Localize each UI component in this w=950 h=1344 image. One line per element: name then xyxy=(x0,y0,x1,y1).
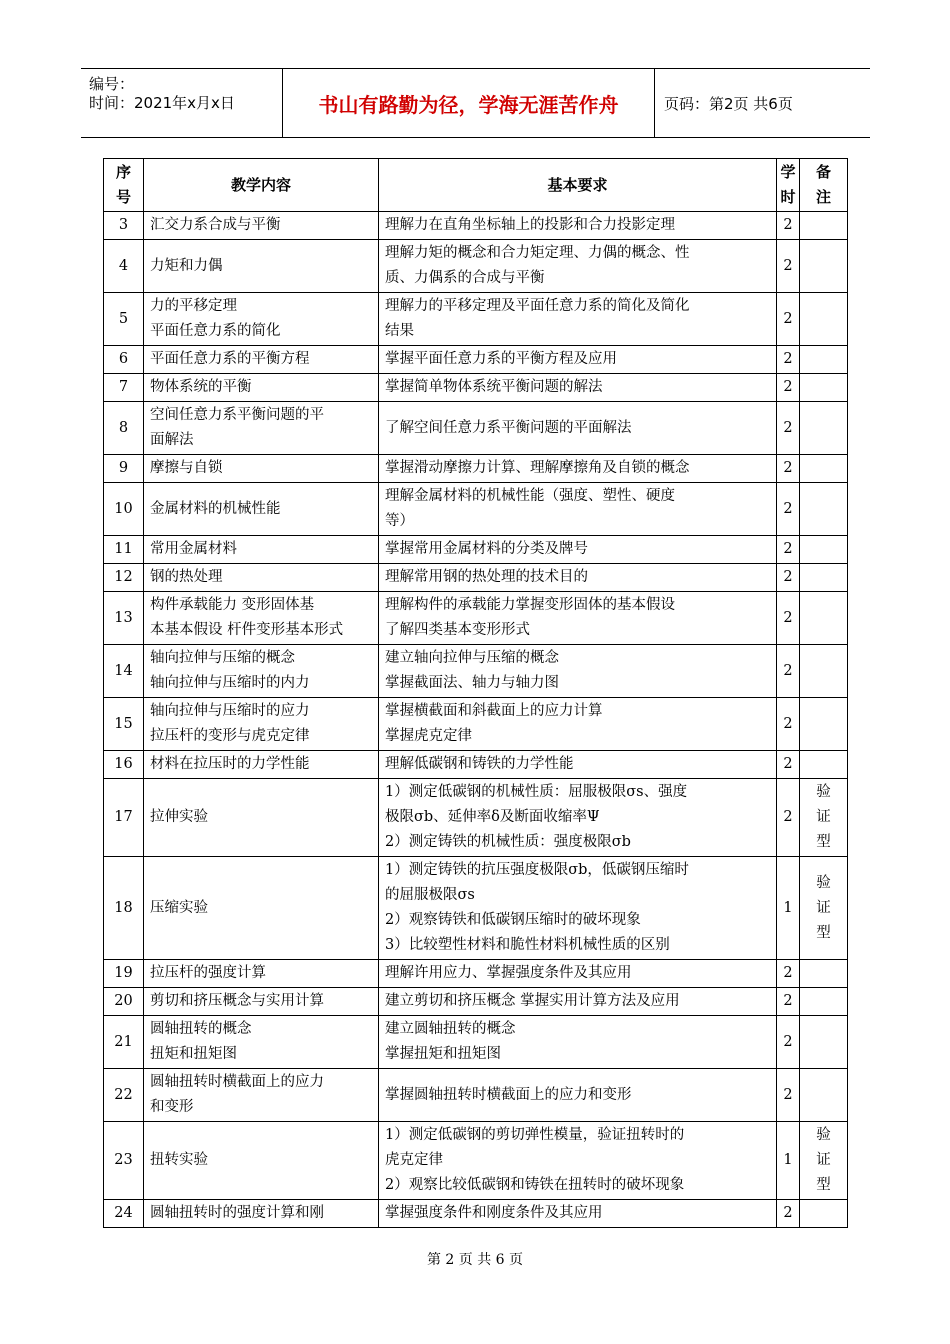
content-line: 物体系统的平衡 xyxy=(150,379,252,395)
table-row xyxy=(104,857,848,960)
requirement-line: 虎克定律 xyxy=(385,1152,443,1168)
row-content xyxy=(144,1200,379,1228)
content-line: 压缩实验 xyxy=(150,899,208,916)
requirement-line: 理解许用应力、掌握强度条件及其应用 xyxy=(385,965,632,981)
row-content xyxy=(144,592,379,645)
row-number: 19 xyxy=(104,960,144,988)
table-row xyxy=(104,698,848,751)
row-number: 5 xyxy=(104,293,144,346)
row-hours: 1 xyxy=(777,857,800,960)
row-number: 16 xyxy=(104,751,144,779)
row-requirement xyxy=(379,751,777,779)
requirement-line: 理解构件的承载能力掌握变形固体的基本假设 xyxy=(385,597,675,613)
row-requirement xyxy=(379,536,777,564)
requirement-line: 理解力在直角坐标轴上的投影和合力投影定理 xyxy=(385,217,675,233)
row-remark xyxy=(800,779,848,857)
row-hours: 2 xyxy=(777,592,800,645)
content-line: 轴向拉伸与压缩时的内力 xyxy=(150,675,310,691)
row-hours: 2 xyxy=(777,293,800,346)
table-row xyxy=(104,751,848,779)
row-content xyxy=(144,402,379,455)
row-content xyxy=(144,212,379,240)
remark-text: 验证型 xyxy=(816,874,831,941)
header-content: 教学内容 xyxy=(144,159,379,212)
time-label: 时间：2021年x月x日 xyxy=(89,94,235,112)
row-hours: 2 xyxy=(777,1016,800,1069)
row-number: 21 xyxy=(104,1016,144,1069)
requirement-line: 掌握截面法、轴力与轴力图 xyxy=(385,675,559,691)
row-content xyxy=(144,240,379,293)
row-remark xyxy=(800,645,848,698)
row-requirement xyxy=(379,645,777,698)
table-row xyxy=(104,1016,848,1069)
requirement-line: 掌握滑动摩擦力计算、理解摩擦角及自锁的概念 xyxy=(385,460,690,476)
content-line: 力的平移定理 xyxy=(150,298,237,314)
row-content xyxy=(144,346,379,374)
requirement-line: 理解低碳钢和铸铁的力学性能 xyxy=(385,756,574,772)
row-requirement xyxy=(379,1122,777,1200)
row-remark xyxy=(800,402,848,455)
requirement-line: 2）观察铸铁和低碳钢压缩时的破坏现象 xyxy=(385,912,641,928)
row-requirement xyxy=(379,240,777,293)
content-line: 钢的热处理 xyxy=(150,569,223,585)
content-line: 本基本假设 杆件变形基本形式 xyxy=(150,622,344,638)
row-remark xyxy=(800,564,848,592)
table-row xyxy=(104,374,848,402)
row-hours: 2 xyxy=(777,346,800,374)
table-row xyxy=(104,988,848,1016)
requirement-line: 理解力的平移定理及平面任意力系的简化及简化 xyxy=(385,298,690,314)
row-remark xyxy=(800,857,848,960)
requirement-line: 掌握简单物体系统平衡问题的解法 xyxy=(385,379,603,395)
row-remark xyxy=(800,592,848,645)
table-row xyxy=(104,564,848,592)
table-row xyxy=(104,402,848,455)
header-meta xyxy=(81,69,282,137)
row-hours: 1 xyxy=(777,1122,800,1200)
row-content xyxy=(144,1069,379,1122)
row-remark xyxy=(800,1122,848,1200)
row-content xyxy=(144,374,379,402)
row-number: 9 xyxy=(104,455,144,483)
row-number: 17 xyxy=(104,779,144,857)
table-row xyxy=(104,1122,848,1200)
row-number: 12 xyxy=(104,564,144,592)
content-line: 拉伸实验 xyxy=(150,809,208,825)
table-row xyxy=(104,536,848,564)
row-hours: 2 xyxy=(777,645,800,698)
table-row xyxy=(104,293,848,346)
requirement-line: 理解力矩的概念和合力矩定理、力偶的概念、性 xyxy=(385,245,690,261)
requirement-line: 掌握常用金属材料的分类及牌号 xyxy=(385,541,588,557)
row-requirement xyxy=(379,988,777,1016)
remark-text: 验证型 xyxy=(816,784,831,850)
requirement-line: 2）测定铸铁的机械性质：强度极限σb xyxy=(385,834,631,850)
content-line: 轴向拉伸与压缩时的应力 xyxy=(150,703,310,719)
row-remark xyxy=(800,1200,848,1228)
content-line: 拉压杆的强度计算 xyxy=(150,965,266,981)
row-remark xyxy=(800,988,848,1016)
row-requirement xyxy=(379,455,777,483)
row-number: 8 xyxy=(104,402,144,455)
row-number: 6 xyxy=(104,346,144,374)
row-remark xyxy=(800,751,848,779)
remark-text: 验证型 xyxy=(816,1127,831,1193)
content-line: 材料在拉压时的力学性能 xyxy=(150,756,310,772)
row-hours: 2 xyxy=(777,455,800,483)
header-remark: 备注 xyxy=(800,159,848,212)
requirement-line: 掌握虎克定律 xyxy=(385,728,472,744)
row-number: 10 xyxy=(104,483,144,536)
page-footer: 第 2 页 共 6 页 xyxy=(426,1252,524,1268)
requirement-line: 掌握圆轴扭转时横截面上的应力和变形 xyxy=(385,1086,632,1103)
table-row xyxy=(104,346,848,374)
table-row xyxy=(104,212,848,240)
content-line: 扭转实验 xyxy=(150,1152,208,1168)
table-row xyxy=(104,592,848,645)
header-no: 序号 xyxy=(104,159,144,212)
requirement-line: 建立轴向拉伸与压缩的概念 xyxy=(385,650,559,666)
row-requirement xyxy=(379,212,777,240)
row-remark xyxy=(800,698,848,751)
content-line: 摩擦与自锁 xyxy=(150,460,223,476)
row-content xyxy=(144,857,379,960)
row-hours: 2 xyxy=(777,564,800,592)
table-row xyxy=(104,483,848,536)
row-content xyxy=(144,293,379,346)
row-hours: 2 xyxy=(777,988,800,1016)
row-number: 24 xyxy=(104,1200,144,1228)
requirement-line: 等） xyxy=(385,513,414,529)
row-requirement xyxy=(379,564,777,592)
row-content xyxy=(144,483,379,536)
requirement-line: 1）测定低碳钢的机械性质：屈服极限σs、强度 xyxy=(385,784,688,800)
row-content xyxy=(144,1122,379,1200)
row-content xyxy=(144,645,379,698)
row-hours: 2 xyxy=(777,483,800,536)
row-number: 11 xyxy=(104,536,144,564)
row-requirement xyxy=(379,402,777,455)
row-remark xyxy=(800,293,848,346)
row-hours: 2 xyxy=(777,402,800,455)
requirement-line: 了解四类基本变形形式 xyxy=(385,622,530,638)
requirement-line: 1）测定低碳钢的剪切弹性模量，验证扭转时的 xyxy=(385,1127,685,1143)
row-hours: 2 xyxy=(777,240,800,293)
row-number: 7 xyxy=(104,374,144,402)
content-line: 扭矩和扭矩图 xyxy=(150,1046,237,1062)
table-row xyxy=(104,1200,848,1228)
row-remark xyxy=(800,1069,848,1122)
requirement-line: 质、力偶系的合成与平衡 xyxy=(385,270,545,286)
row-hours: 2 xyxy=(777,698,800,751)
requirement-line: 掌握强度条件和刚度条件及其应用 xyxy=(385,1205,603,1221)
header-motto: 书山有路勤为径，学海无涯苦作舟 xyxy=(282,69,655,137)
table-header-row xyxy=(104,159,848,212)
row-requirement xyxy=(379,293,777,346)
requirement-line: 理解金属材料的机械性能（强度、塑性、硬度 xyxy=(385,488,675,504)
requirement-line: 的屈服极限σs xyxy=(385,887,475,903)
content-line: 圆轴扭转的概念 xyxy=(150,1021,252,1037)
row-content xyxy=(144,536,379,564)
row-number: 15 xyxy=(104,698,144,751)
content-line: 常用金属材料 xyxy=(150,541,237,557)
content-line: 面解法 xyxy=(150,432,194,448)
requirement-line: 极限σb、延伸率δ及断面收缩率Ψ xyxy=(385,809,600,825)
row-content xyxy=(144,960,379,988)
table-row xyxy=(104,645,848,698)
content-line: 平面任意力系的简化 xyxy=(150,323,281,339)
row-number: 13 xyxy=(104,592,144,645)
requirement-line: 了解空间任意力系平衡问题的平面解法 xyxy=(385,419,632,436)
content-line: 剪切和挤压概念与实用计算 xyxy=(150,993,324,1009)
row-remark xyxy=(800,960,848,988)
table-row xyxy=(104,779,848,857)
row-hours: 2 xyxy=(777,779,800,857)
row-number: 23 xyxy=(104,1122,144,1200)
content-line: 构件承载能力 变形固体基 xyxy=(150,597,315,613)
row-requirement xyxy=(379,346,777,374)
row-content xyxy=(144,564,379,592)
requirement-line: 理解常用钢的热处理的技术目的 xyxy=(385,569,588,585)
row-remark xyxy=(800,483,848,536)
number-label: 编号： xyxy=(89,75,135,93)
header-hours: 学时 xyxy=(777,159,800,212)
content-line: 空间任意力系平衡问题的平 xyxy=(150,407,324,423)
row-remark xyxy=(800,240,848,293)
row-remark xyxy=(800,536,848,564)
requirement-line: 掌握扭矩和扭矩图 xyxy=(385,1046,501,1062)
row-content xyxy=(144,1016,379,1069)
requirement-line: 掌握平面任意力系的平衡方程及应用 xyxy=(385,351,617,367)
row-number: 20 xyxy=(104,988,144,1016)
row-remark xyxy=(800,455,848,483)
content-line: 拉压杆的变形与虎克定律 xyxy=(150,728,310,744)
row-hours: 2 xyxy=(777,374,800,402)
table-body xyxy=(104,212,848,1228)
row-content xyxy=(144,698,379,751)
content-line: 金属材料的机械性能 xyxy=(150,500,281,517)
row-content xyxy=(144,779,379,857)
content-line: 轴向拉伸与压缩的概念 xyxy=(150,650,295,666)
requirement-line: 掌握横截面和斜截面上的应力计算 xyxy=(385,703,603,719)
row-requirement xyxy=(379,698,777,751)
row-number: 14 xyxy=(104,645,144,698)
row-requirement xyxy=(379,483,777,536)
content-line: 汇交力系合成与平衡 xyxy=(150,217,281,233)
requirement-line: 1）测定铸铁的抗压强度极限σb，低碳钢压缩时 xyxy=(385,862,689,878)
row-requirement xyxy=(379,779,777,857)
requirement-line: 建立剪切和挤压概念 掌握实用计算方法及应用 xyxy=(385,993,680,1009)
row-content xyxy=(144,455,379,483)
requirement-line: 3）比较塑性材料和脆性材料机械性质的区别 xyxy=(385,937,670,953)
row-content xyxy=(144,988,379,1016)
row-hours: 2 xyxy=(777,212,800,240)
requirement-line: 建立圆轴扭转的概念 xyxy=(385,1021,516,1037)
content-line: 平面任意力系的平衡方程 xyxy=(150,351,310,367)
content-line: 圆轴扭转时横截面上的应力 xyxy=(150,1074,324,1090)
table-row xyxy=(104,960,848,988)
row-requirement xyxy=(379,960,777,988)
row-number: 18 xyxy=(104,857,144,960)
page-header xyxy=(81,68,870,138)
requirement-line: 结果 xyxy=(385,323,414,339)
content-line: 力矩和力偶 xyxy=(150,257,223,274)
row-number: 3 xyxy=(104,212,144,240)
row-hours: 2 xyxy=(777,960,800,988)
row-requirement xyxy=(379,1016,777,1069)
row-remark xyxy=(800,212,848,240)
row-number: 22 xyxy=(104,1069,144,1122)
row-requirement xyxy=(379,374,777,402)
syllabus-table xyxy=(103,158,848,1228)
row-requirement xyxy=(379,1069,777,1122)
row-content xyxy=(144,751,379,779)
row-hours: 2 xyxy=(777,751,800,779)
row-hours: 2 xyxy=(777,536,800,564)
content-line: 圆轴扭转时的强度计算和刚 xyxy=(150,1205,324,1221)
row-hours: 2 xyxy=(777,1200,800,1228)
row-remark xyxy=(800,346,848,374)
row-remark xyxy=(800,374,848,402)
header-page-info: 页码：第2页 共6页 xyxy=(664,94,793,113)
table-row xyxy=(104,240,848,293)
content-line: 和变形 xyxy=(150,1099,194,1115)
header-requirement: 基本要求 xyxy=(379,159,777,212)
table-row xyxy=(104,455,848,483)
row-requirement xyxy=(379,857,777,960)
table-row xyxy=(104,1069,848,1122)
row-number: 4 xyxy=(104,240,144,293)
row-requirement xyxy=(379,1200,777,1228)
row-hours: 2 xyxy=(777,1069,800,1122)
requirement-line: 2）观察比较低碳钢和铸铁在扭转时的破坏现象 xyxy=(385,1177,685,1193)
row-remark xyxy=(800,1016,848,1069)
row-requirement xyxy=(379,592,777,645)
